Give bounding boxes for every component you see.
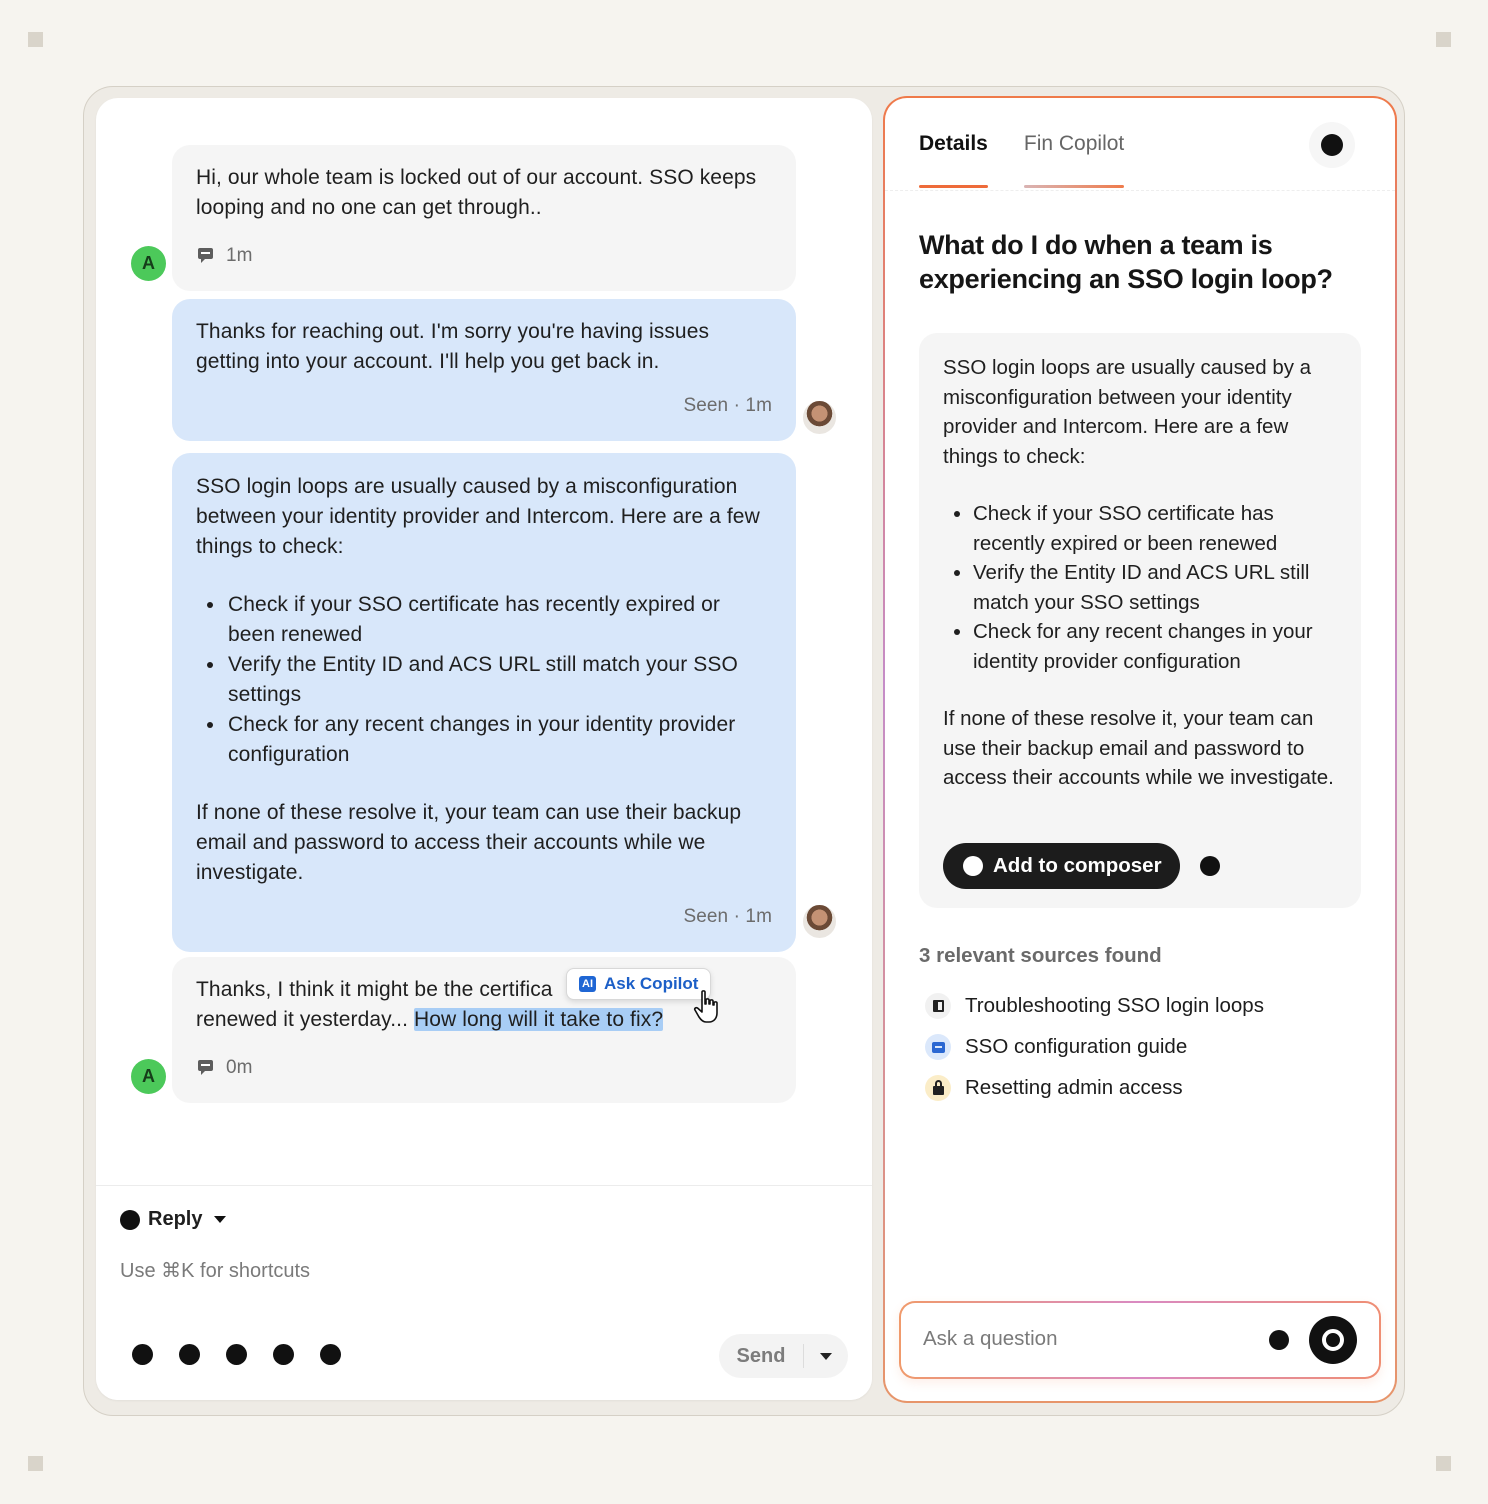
send-options-button[interactable] (804, 1353, 848, 1360)
ask-copilot-button[interactable] (566, 968, 711, 1000)
ask-question-inner (901, 1303, 1379, 1377)
list-item: • Check for any recent changes in your identity provider configuration (973, 617, 1339, 676)
book-icon (925, 993, 951, 1019)
corner-marker (28, 32, 43, 47)
customer-message (172, 145, 796, 291)
message-outro: If none of these resolve it, your team can use their backup email and password to access their accounts while we investigate. (196, 801, 742, 884)
source-label: Resetting admin access (965, 1076, 1183, 1099)
list-item: • Check for any recent changes in your identity provider configuration (226, 710, 772, 770)
list-item: • Verify the Entity ID and ACS URL still match your SSO settings (226, 650, 772, 710)
ai-badge-icon: AI (579, 976, 596, 992)
agent-message (172, 453, 796, 952)
answer-intro: SSO login loops are usually caused by a misconfiguration between your identity provider and Intercom. Here are a few things to check: (943, 356, 1312, 468)
panel-tabs (919, 132, 1124, 188)
source-label: SSO configuration guide (965, 1035, 1188, 1058)
sources-title: 3 relevant sources found (919, 944, 1162, 967)
chat-channel-icon (198, 1060, 216, 1076)
list-item: • Verify the Entity ID and ACS URL still match your SSO settings (973, 558, 1339, 617)
send-button-group (719, 1334, 848, 1378)
ask-send-button[interactable] (1309, 1316, 1357, 1364)
composer-input[interactable]: Use ⌘K for shortcuts (120, 1260, 311, 1282)
copilot-question: What do I do when a team is experiencing an SSO login loop? (919, 230, 1333, 294)
attachment-icon[interactable] (1269, 1330, 1289, 1350)
message-meta (196, 241, 772, 271)
message-meta (196, 1053, 772, 1083)
toolbar-icon[interactable] (273, 1344, 294, 1365)
chat-channel-icon (198, 248, 216, 264)
source-item[interactable] (925, 1075, 1183, 1101)
list-item: • Check if your SSO certificate has recently expired or been renewed (973, 499, 1339, 558)
agent-message (172, 299, 796, 441)
answer-actions (943, 843, 1220, 889)
agent-avatar[interactable] (802, 904, 837, 939)
add-to-composer-label: Add to composer (993, 854, 1162, 878)
reply-mode-selector[interactable] (120, 1208, 226, 1231)
message-text-start: Thanks, I think it might be the certifica (196, 978, 553, 1001)
source-label: Troubleshooting SSO login loops (965, 994, 1264, 1017)
conversation-panel (96, 98, 872, 1400)
options-icon (1321, 134, 1343, 156)
message-icon (925, 1034, 951, 1060)
copilot-answer-card (919, 333, 1361, 908)
toolbar-icon[interactable] (132, 1344, 153, 1365)
toolbar-icon[interactable] (320, 1344, 341, 1365)
message-time: 0m (226, 1057, 253, 1078)
add-icon (963, 856, 983, 876)
toolbar-icon[interactable] (226, 1344, 247, 1365)
lock-icon (925, 1075, 951, 1101)
reply-icon (120, 1210, 140, 1230)
reply-mode-label: Reply (148, 1208, 203, 1230)
chevron-down-icon (214, 1216, 226, 1223)
ask-question-box (899, 1301, 1381, 1379)
more-options-icon[interactable] (1200, 856, 1220, 876)
agent-avatar[interactable] (802, 400, 837, 435)
composer-toolbar (132, 1344, 341, 1365)
tab-fin-copilot[interactable]: Fin Copilot (1024, 132, 1124, 188)
customer-avatar[interactable]: A (131, 1059, 166, 1094)
message-status: Seen · 1m (683, 906, 772, 927)
message-text: Thanks for reaching out. I'm sorry you're having issues getting into your account. I'll help you get back in. (196, 320, 710, 373)
add-to-composer-button[interactable] (943, 843, 1180, 889)
ask-copilot-label: Ask Copilot (604, 974, 699, 993)
reply-composer (96, 1185, 872, 1400)
panel-options-button[interactable] (1309, 122, 1355, 168)
send-icon (1322, 1329, 1344, 1351)
copilot-panel-inner (885, 98, 1395, 1401)
message-bullet-list (226, 590, 772, 770)
message-status: Seen · 1m (683, 395, 772, 416)
selected-text[interactable]: How long will it take to fix? (413, 1008, 664, 1031)
message-intro: SSO login loops are usually caused by a misconfiguration between your identity provider and Intercom. Here are a few things to check: (196, 475, 760, 558)
tab-details[interactable]: Details (919, 132, 988, 188)
copilot-panel (883, 96, 1397, 1403)
corner-marker (1436, 32, 1451, 47)
answer-bullet-list (973, 499, 1339, 676)
source-item[interactable] (925, 1034, 1187, 1060)
answer-outro: If none of these resolve it, your team can use their backup email and password to access their accounts while we investigate. (943, 707, 1334, 789)
message-time: 1m (226, 245, 253, 266)
corner-marker (1436, 1456, 1451, 1471)
list-item: • Check if your SSO certificate has recently expired or been renewed (226, 590, 772, 650)
divider (885, 190, 1395, 191)
message-text-continued: renewed it yesterday... (196, 1008, 414, 1031)
ask-question-input[interactable]: Ask a question (923, 1327, 1058, 1350)
hand-cursor-icon (693, 989, 723, 1025)
corner-marker (28, 1456, 43, 1471)
source-item[interactable] (925, 993, 1264, 1019)
send-button[interactable]: Send (736, 1344, 786, 1367)
customer-avatar[interactable]: A (131, 246, 166, 281)
message-text: Hi, our whole team is locked out of our account. SSO keeps looping and no one can get through.. (196, 166, 757, 219)
chevron-down-icon (820, 1353, 832, 1360)
toolbar-icon[interactable] (179, 1344, 200, 1365)
